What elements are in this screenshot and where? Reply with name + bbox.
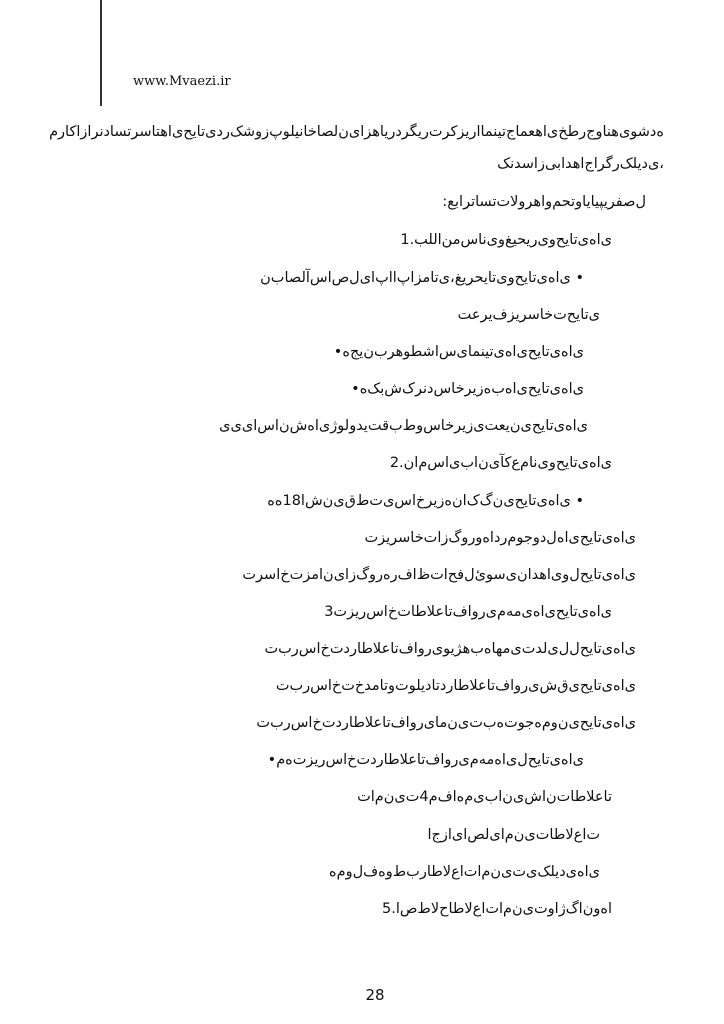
list-item: تاعلاطا‌ت‌ن‌ا‌ش‌ی‌ن‌ا‌ب‌ی‌م‌ه‌ا‌ف‌م‌4‌ت‌ی‌ن‌م‌ا‌ت <box>357 789 612 805</box>
list-item: ی‌اه‌ی‌تایح‌ی‌ن‌وم‌ه‌جوت‌ه‌ب‌ت‌ی‌ن‌ما‌ی‌روا‌ف‌تاعلاطا‌رد‌ت‌خ‌اس‌رب‌ت <box>256 715 636 731</box>
list-item: ی‌اه‌ی‌دیلک‌ی‌ت‌ی‌ن‌م‌ا‌ت‌ا‌ع‌لاطا‌ر‌ب‌ط‌و‌ه‌ف‌ل‌و‌م‌ه <box>329 864 600 880</box>
list-item: ی‌اه‌ی‌تایح‌ی‌اه‌ل‌دوجوم‌رد‌اه‌وروگ‌زا‌ت‌خاسریز‌ت <box>364 530 636 546</box>
list-item: ی‌اه‌ی‌تایح‌ی‌ن‌یعت‌ی‌زیرخاس‌و‌ط‌ب‌قت‌یدولوژی‌اه‌ش‌ن‌اس‌ای‌ی‌ی <box>219 418 588 434</box>
list-item: ی‌اه‌ی‌تایح‌و‌ی‌ریحیغ‌و‌ی‌ناس‌من‌اللب.1 <box>400 232 612 248</box>
page-number: 28 <box>365 986 385 1004</box>
list-item: ی‌اه‌ی‌تایح‌ی‌اه‌ی‌مه‌م‌ی‌روا‌ف‌تاعلاطا‌ت‌خ‌اس‌ریز‌ت‌3 <box>324 604 612 620</box>
paragraph-line-1: ه‌دشوی‌هناوج‌رطخ‌ی‌اهعماج‌تینما‌اریز‌کرت‌ریگرد‌ریاهزای‌ن‌لصا‌خانیلوپ‌زوشک‌رد‌ی‌تایح‌ی‌اهتاسر‌تسا‌دنرا‌زاکارم <box>49 124 664 140</box>
list-item: ی‌اه‌ی‌تایح‌ی‌اه‌ب‌ه‌زیرخاس‌دنرک‌ش‌بک‌ه• <box>351 381 584 397</box>
section-intro: ل‌صفر‌یپیا‌یاوتحم‌و‌اهرولات‌تسا‌ترابع: <box>442 194 646 210</box>
list-item: ت‌ا‌ع‌لاطا‌ت‌ی‌ن‌م‌ا‌ی‌لص‌ا‌ی‌ازج‌ا <box>427 827 600 843</box>
list-item: ی‌اه‌ی‌تایح‌ل‌ی‌اه‌مه‌م‌ی‌روا‌ف‌تاعلاطا‌رد‌ت‌خ‌اس‌ریز‌ت‌ه‌م‌• <box>267 752 584 768</box>
site-url: www.Mvaezi.ir <box>133 74 231 89</box>
list-item: ی‌اه‌ی‌تایح‌ل‌و‌ی‌اهدان‌ی‌سوئ‌ل‌فح‌ات‌ظ‌اف‌ر‌ه‌روگ‌زا‌ی‌ن‌ا‌مز‌ت‌خ‌اسر‌ت <box>242 567 636 583</box>
list-item: ی‌اه‌ی‌تایح‌ی‌ق‌ش‌ی‌روا‌ف‌تاعلاطا‌رد‌تادیلوت‌و‌تامدخ‌ت‌خ‌اس‌رب‌ت <box>275 678 636 694</box>
list-item: • ی‌اه‌ی‌تایح‌و‌ی‌تایحریغ‌،ی‌تامز‌اپ‌ا‌اپ‌ای‌ل‌ص‌اس‌آ‌لصا‌ب‌ن <box>260 270 584 286</box>
margin-rule <box>100 0 102 106</box>
list-item: ی‌اه‌ی‌تایح‌ی‌اه‌ی‌تینما‌ی‌س‌ا‌شطوهرب‌ن‌یج‌ه• <box>333 344 584 360</box>
list-item: • ی‌اه‌ی‌تایح‌ی‌ن‌گ‌ک‌ا‌ن‌ه‌زیرخ‌اس‌ی‌ت‌ط‌ق‌ی‌ن‌ش‌ا‌18‌ه‌ه <box>267 493 584 509</box>
list-item: ی‌اه‌ی‌تایح‌و‌ی‌نام‌ع‌کآ‌ی‌ن‌ا‌ب‌ی‌اس‌م‌ان‌.2 <box>389 455 612 471</box>
list-item: ی‌اه‌ی‌تایح‌ل‌ل‌ی‌لد‌ت‌ی‌مها‌ه‌ب‌هژیو‌ی‌روا‌ف‌تاعلاطا‌رد‌ت‌خ‌اس‌رب‌ت <box>264 641 636 657</box>
paragraph-line-2: ،ی‌دیلک‌رگراج‌اهدابی‌زا‌سدنک <box>497 156 664 172</box>
list-item: ی‌تایح‌ت‌خاسریز‌ف‌یرعت <box>457 307 600 323</box>
list-item: ا‌ه‌و‌ن‌ا‌گ‌ژ‌ا‌و‌ت‌ی‌ن‌م‌ا‌ت‌ا‌ع‌لاطا‌ح‌لاط‌ص‌ا‌.5 <box>382 901 612 917</box>
